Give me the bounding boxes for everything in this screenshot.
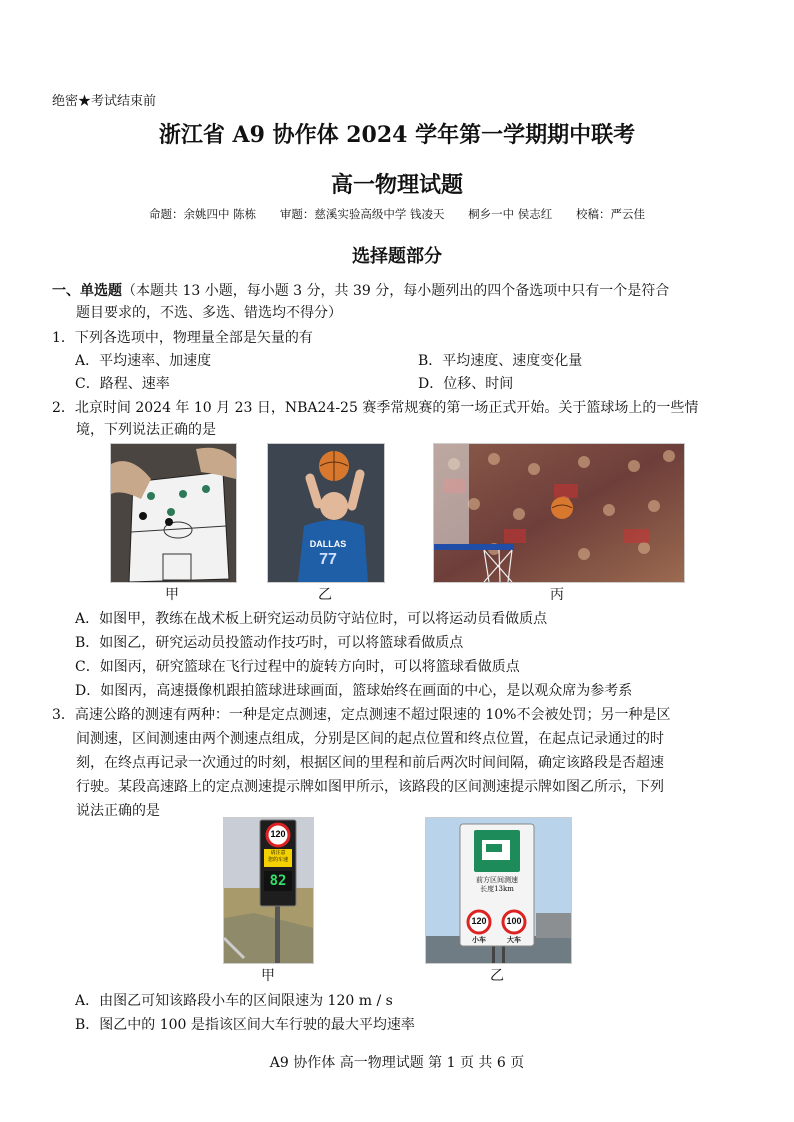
q3-caption-jia: 甲 [261,968,275,984]
q2-caption-bing: 丙 [550,587,564,603]
staff-setter: 命题：余姚四中 陈栋 [149,207,257,221]
q2-option-c: C．如图丙，研究篮球在飞行过程中的旋转方向时，可以将篮球看做质点 [75,659,520,675]
sign-jia-limit: 120 [270,829,286,839]
q3-stem-line2: 间测速，区间测速由两个测速点组成，分别是区间的起点位置和终点位置，在起点记录通过的时 [76,731,664,747]
q1-stem: 1．下列各选项中，物理量全部是矢量的有 [52,330,313,346]
sign-jia-text1: 请注意 [270,850,286,856]
q2-stem-line1: 2．北京时间 2024 年 10 月 23 日，NBA24-25 赛季常规赛的第一场正式开始。关于篮球场上的一些情 [52,400,699,416]
q3-image-interval-sign [425,817,572,964]
section-title: 选择题部分 [352,246,442,267]
sign-yi-limit-truck: 100 [506,916,522,926]
sign-yi-limit-car: 120 [471,916,487,926]
part1-heading-rest: （本题共 13 小题，每小题 3 分，共 39 分，每小题列出的四个备选项中只有一个是符合 [122,283,670,299]
staff-reviewer2: 桐乡一中 侯志红 [468,207,553,221]
jersey-team: DALLAS [309,539,347,549]
q2-caption-yi: 乙 [318,587,332,603]
staff-reviewer: 审题：慈溪实验高级中学 钱凌天 [279,207,445,221]
q2-image-player [267,443,385,583]
q2-option-b: B．如图乙，研究运动员投篮动作技巧时，可以将篮球看做质点 [75,635,464,651]
sign-jia-speed: 82 [269,873,287,889]
q3-option-b: B．图乙中的 100 是指该区间大车行驶的最大平均速率 [75,1017,415,1033]
sign-yi-truck: 大车 [507,935,521,944]
q1-option-d: D．位移、时间 [418,376,514,392]
part1-heading-line2: 题目要求的，不选、多选、错选均不得分） [76,305,342,321]
page-footer: A9 协作体 高一物理试题 第 1 页 共 6 页 [269,1055,525,1071]
part1-heading-bold: 一、单选题 [52,283,122,299]
q3-caption-yi: 乙 [490,968,504,984]
q2-option-d: D．如图丙，高速摄像机跟拍篮球进球画面，篮球始终在画面的中心，是以观众席为参考系 [75,683,633,699]
q3-option-a: A．由图乙可知该路段小车的区间限速为 120 m / s [75,993,393,1009]
exam-title: 浙江省 A9 协作体 2024 学年第一学期期中联考 [158,122,636,148]
q2-image-crowd [433,443,685,583]
q2-caption-jia: 甲 [165,587,179,603]
confidential-label: 绝密★考试结束前 [52,94,157,109]
q2-image-tactics-board [110,443,237,583]
part1-heading [52,280,752,302]
crowd-graphic [434,444,684,582]
speed-sign-background [224,818,313,963]
q3-stem-line4: 行驶。某段高速路上的定点测速提示牌如图甲所示，该路段的区间测速提示牌如图乙所示，下列 [76,779,664,795]
jersey-number: 77 [319,551,337,568]
q3-stem-line1: 3．高速公路的测速有两种：一种是定点测速，定点测速不超过限速的 10%不会被处罚；另一种是区 [52,707,671,723]
sign-jia-text2: 您的车速 [267,857,288,863]
exam-subtitle: 高一物理试题 [330,172,463,198]
q3-stem-line3: 刻，在终点再记录一次通过的时刻，根据区间的里程和前后两次时间间隔，确定该路段是否超速 [76,755,664,771]
staff-line [0,206,794,222]
q1-option-c: C．路程、速率 [75,376,170,392]
q2-stem-line2: 境，下列说法正确的是 [76,422,216,438]
sign-yi-text2: 长度13km [480,885,514,893]
q1-option-b: B．平均速度、速度变化量 [418,353,583,369]
sign-yi-car: 小车 [472,935,486,944]
tactics-board-graphic [111,444,236,582]
q2-option-a: A．如图甲，教练在战术板上研究运动员防守站位时，可以将运动员看做质点 [75,611,548,627]
staff-proofreader: 校稿：严云佳 [575,207,645,221]
q1-option-a: A．平均速率、加速度 [75,353,212,369]
q3-image-speed-sign [223,817,314,964]
q3-stem-line5: 说法正确的是 [76,803,160,819]
sign-yi-text1: 前方区间测速 [476,876,518,884]
